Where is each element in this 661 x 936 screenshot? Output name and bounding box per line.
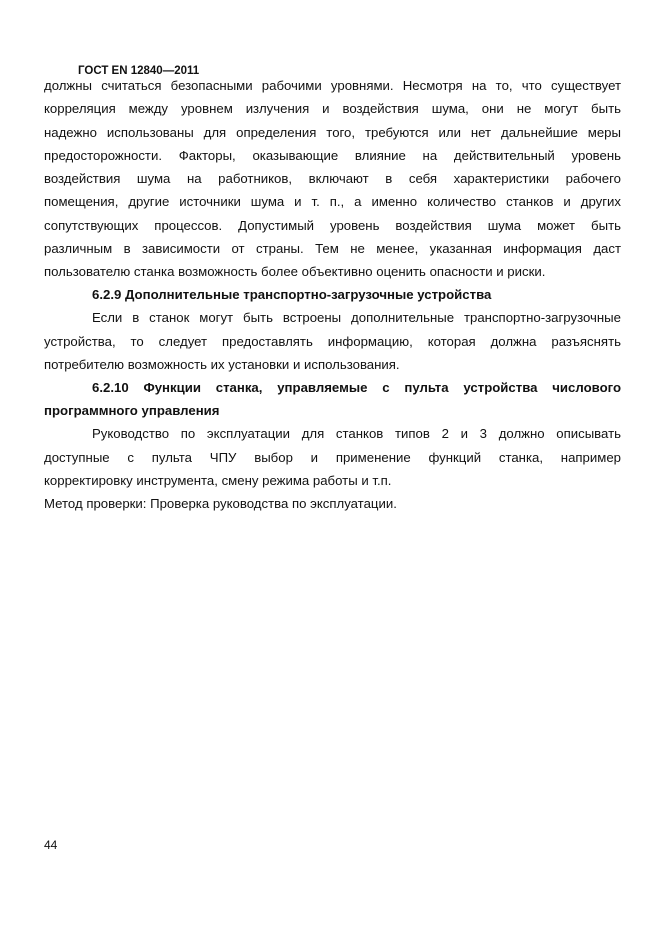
text-line: сопутствующих процессов. Допустимый уровень воздействия шума может быть	[44, 218, 621, 233]
text-line: должны считаться безопасными рабочими уровнями. Несмотря на то, что существует	[44, 78, 621, 93]
section-heading-6-2-10-cont: программного управления	[44, 403, 220, 418]
text-line: устройства, то следует предоставлять информацию, которая должна разъяснять	[44, 334, 621, 349]
text-line: Руководство по эксплуатации для станков типов 2 и 3 должно описывать	[92, 426, 621, 441]
section-heading-6-2-9: 6.2.9 Дополнительные транспортно-загрузочные устройства	[92, 287, 492, 302]
text-line: Если в станок могут быть встроены дополнительные транспортно-загрузочные	[92, 310, 621, 325]
document-header: ГОСТ EN 12840—2011	[78, 65, 200, 77]
text-line: пользователю станка возможность более объективно оценить опасности и риски.	[44, 264, 546, 279]
text-line: доступные с пульта ЧПУ выбор и применение функций станка, например	[44, 450, 621, 465]
text-line: помещения, другие источники шума и т. п., а именно количество станков и других	[44, 194, 621, 209]
verification-method: Метод проверки: Проверка руководства по эксплуатации.	[44, 496, 397, 511]
text-line: корреляция между уровнем излучения и воздействия шума, они не могут быть	[44, 101, 621, 116]
text-line: корректировку инструмента, смену режима работы и т.п.	[44, 473, 392, 488]
text-line: различным в зависимости от страны. Тем не менее, указанная информация даст	[44, 241, 621, 256]
text-line: потребителю возможность их установки и использования.	[44, 357, 400, 372]
section-heading-6-2-10: 6.2.10 Функции станка, управляемые с пульта устройства числового	[92, 380, 621, 395]
text-line: предосторожности. Факторы, оказывающие влияние на действительный уровень	[44, 148, 621, 163]
page-number: 44	[44, 838, 58, 852]
text-line: надежно использованы для определения того, требуются или нет дальнейшие меры	[44, 125, 621, 140]
text-line: воздействия шума на работников, включают в себя характеристики рабочего	[44, 171, 621, 186]
